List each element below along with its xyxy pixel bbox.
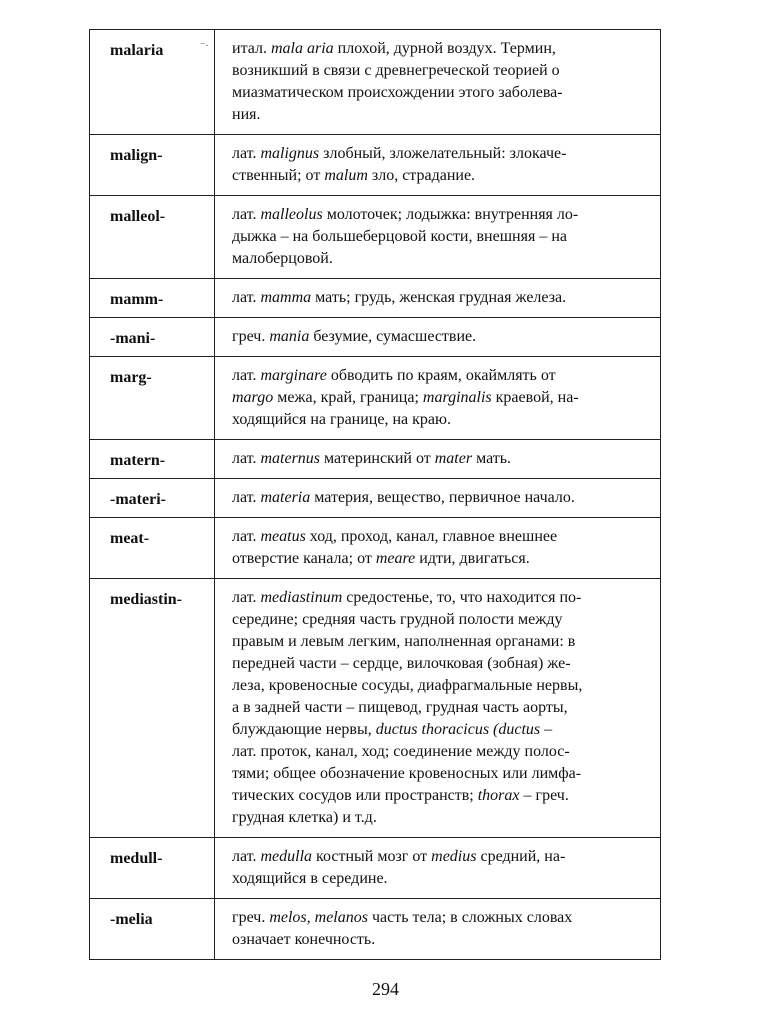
latin-term: meare — [375, 550, 416, 567]
definition-cell — [215, 30, 661, 135]
latin-term: marginalis — [422, 389, 492, 406]
term-cell — [90, 440, 215, 479]
definition-cell — [215, 899, 661, 960]
term-text: matern- — [110, 452, 166, 469]
definition-cell — [215, 518, 661, 579]
latin-term: malignus — [260, 145, 320, 162]
definition-text — [215, 318, 660, 356]
definition-cell — [215, 440, 661, 479]
latin-term: maternus — [260, 450, 321, 467]
definition-fragment: мать. — [472, 450, 512, 467]
definition-line — [232, 226, 648, 248]
definition-text — [215, 279, 660, 317]
definition-line — [232, 165, 648, 187]
definition-fragment: лат. — [232, 589, 261, 606]
latin-term: marginare — [260, 367, 327, 384]
definition-text — [215, 196, 660, 278]
definition-line — [232, 143, 648, 165]
glossary-row — [90, 838, 661, 899]
definition-cell — [215, 838, 661, 899]
term-cell — [90, 899, 215, 960]
latin-term: margo — [232, 389, 274, 406]
glossary-row — [90, 579, 661, 838]
definition-fragment: лат. — [232, 848, 261, 865]
definition-text — [215, 30, 660, 134]
latin-term: mater — [434, 450, 473, 467]
definition-line — [232, 204, 648, 226]
definition-fragment: правым и левым легким, наполненная органами: в — [232, 633, 576, 650]
definition-fragment: ственный; от — [232, 167, 325, 184]
definition-fragment: миазматическом происхождении этого заболева- — [232, 84, 563, 101]
term-text: malleol- — [110, 208, 166, 225]
definition-fragment: малоберцовой. — [232, 250, 333, 267]
term-cell — [90, 479, 215, 518]
definition-line — [232, 785, 648, 807]
definition-fragment: возникший в связи с древнегреческой теорией о — [232, 62, 560, 79]
definition-fragment: дыжка – на большеберцовой кости, внешняя – на — [232, 228, 567, 245]
definition-text — [215, 579, 660, 837]
definition-text — [215, 838, 660, 898]
definition-fragment: а в задней части – пищевод, грудная часть аорты, — [232, 699, 568, 716]
latin-term: meatus — [260, 528, 306, 545]
definition-line — [232, 409, 648, 431]
definition-fragment: лат. — [232, 206, 261, 223]
definition-line — [232, 675, 648, 697]
latin-term: mala aria — [270, 40, 334, 57]
definition-fragment: средостенье, то, что находится по- — [342, 589, 582, 606]
definition-fragment: греч. — [232, 909, 270, 926]
term-text: malaria — [110, 42, 164, 59]
definition-text — [215, 479, 660, 517]
definition-text — [215, 518, 660, 578]
latin-term: melos, melanos — [269, 909, 368, 926]
definition-line — [232, 587, 648, 609]
term-text: meat- — [110, 530, 150, 547]
definition-fragment: материнский от — [320, 450, 435, 467]
definition-fragment: лат. — [232, 528, 261, 545]
latin-term: medius — [431, 848, 477, 865]
latin-term: mania — [269, 328, 310, 345]
term-text: -melia — [110, 911, 153, 928]
glossary-row — [90, 479, 661, 518]
definition-fragment: злобный, зложелательный: злокаче- — [319, 145, 567, 162]
glossary-row — [90, 440, 661, 479]
definition-cell — [215, 479, 661, 518]
term-text: -mani- — [110, 330, 156, 347]
term-cell — [90, 579, 215, 838]
definition-fragment: середине; средняя часть грудной полости между — [232, 611, 563, 628]
definition-fragment: часть тела; в сложных словах — [367, 909, 573, 926]
definition-line — [232, 697, 648, 719]
definition-fragment: лат. — [232, 289, 261, 306]
definition-line — [232, 326, 648, 348]
definition-fragment: обводить по краям, окаймлять от — [326, 367, 556, 384]
definition-fragment: зло, страдание. — [367, 167, 476, 184]
definition-line — [232, 807, 648, 829]
definition-cell — [215, 579, 661, 838]
glossary-row — [90, 518, 661, 579]
definition-fragment: означает конечность. — [232, 931, 376, 948]
glossary-body — [90, 30, 661, 960]
definition-line — [232, 741, 648, 763]
definition-fragment: материя, вещество, первичное начало. — [310, 489, 575, 506]
definition-line — [232, 38, 648, 60]
definition-fragment: лат. — [232, 367, 261, 384]
latin-term: medulla — [260, 848, 313, 865]
term-cell — [90, 279, 215, 318]
page-number: 294 — [372, 979, 399, 999]
definition-fragment: – греч. — [519, 787, 569, 804]
latin-term: materia — [260, 489, 311, 506]
definition-fragment: молоточек; лодыжка: внутренняя ло- — [322, 206, 579, 223]
term-cell — [90, 135, 215, 196]
definition-fragment: блуждающие нервы, — [232, 721, 376, 738]
definition-fragment: ходящийся в середине. — [232, 870, 388, 887]
definition-fragment: краевой, на- — [491, 389, 579, 406]
term-text: malign- — [110, 147, 163, 164]
definition-fragment: ходящийся на границе, на краю. — [232, 411, 451, 428]
latin-term: malleolus — [260, 206, 323, 223]
definition-fragment: ход, проход, канал, главное внешнее — [305, 528, 558, 545]
definition-line — [232, 287, 648, 309]
definition-fragment: мать; грудь, женская грудная железа. — [311, 289, 567, 306]
definition-fragment: межа, край, граница; — [273, 389, 423, 406]
glossary-row — [90, 135, 661, 196]
definition-line — [232, 365, 648, 387]
definition-text — [215, 135, 660, 195]
definition-fragment: средний, на- — [476, 848, 566, 865]
glossary-table — [89, 29, 661, 960]
definition-fragment: итал. — [232, 40, 271, 57]
definition-line — [232, 868, 648, 890]
definition-line — [232, 487, 648, 509]
glossary-row — [90, 357, 661, 440]
definition-line — [232, 387, 648, 409]
latin-term: ductus thoracicus (ductus – — [375, 721, 553, 738]
definition-fragment: лат. — [232, 145, 261, 162]
latin-term: thorax — [477, 787, 520, 804]
definition-fragment: тических сосудов или пространств; — [232, 787, 478, 804]
definition-line — [232, 526, 648, 548]
definition-cell — [215, 318, 661, 357]
definition-fragment: ния. — [232, 106, 261, 123]
term-cell — [90, 196, 215, 279]
glossary-row — [90, 30, 661, 135]
definition-cell — [215, 135, 661, 196]
glossary-row — [90, 318, 661, 357]
definition-line — [232, 104, 648, 126]
definition-line — [232, 448, 648, 470]
definition-line — [232, 248, 648, 270]
term-cell — [90, 838, 215, 899]
definition-fragment: костный мозг от — [312, 848, 432, 865]
definition-line — [232, 719, 648, 741]
definition-fragment: тями; общее обозначение кровеносных или лимфа- — [232, 765, 582, 782]
term-text: mamm- — [110, 291, 164, 308]
term-text: mediastin- — [110, 591, 182, 608]
definition-line — [232, 846, 648, 868]
definition-line — [232, 60, 648, 82]
term-text: medull- — [110, 850, 163, 867]
glossary-row — [90, 279, 661, 318]
definition-fragment: плохой, дурной воздух. Термин, — [333, 40, 556, 57]
definition-fragment: идти, двигаться. — [415, 550, 530, 567]
term-cell — [90, 30, 215, 135]
latin-term: mamma — [260, 289, 312, 306]
term-cell — [90, 357, 215, 440]
term-text: -materi- — [110, 491, 166, 508]
definition-line — [232, 763, 648, 785]
definition-line — [232, 907, 648, 929]
definition-fragment: леза, кровеносные сосуды, диафрагмальные нервы, — [232, 677, 583, 694]
definition-fragment: лат. — [232, 450, 261, 467]
definition-fragment: лат. проток, канал, ход; соединение между полос- — [232, 743, 570, 760]
definition-line — [232, 609, 648, 631]
definition-fragment: лат. — [232, 489, 261, 506]
term-cell — [90, 518, 215, 579]
definition-cell — [215, 279, 661, 318]
definition-line — [232, 929, 648, 951]
definition-line — [232, 548, 648, 570]
definition-fragment: отверстие канала; от — [232, 550, 376, 567]
print-speck: ⁻· — [200, 41, 209, 52]
latin-term: malum — [324, 167, 368, 184]
definition-text — [215, 899, 660, 959]
latin-term: mediastinum — [260, 589, 343, 606]
glossary-row — [90, 899, 661, 960]
definition-fragment: передней части – сердце, вилочковая (зобная) же- — [232, 655, 571, 672]
definition-line — [232, 631, 648, 653]
definition-fragment: безумие, сумасшествие. — [309, 328, 477, 345]
definition-text — [215, 440, 660, 478]
term-cell — [90, 318, 215, 357]
definition-cell — [215, 196, 661, 279]
definition-fragment: грудная клетка) и т.д. — [232, 809, 377, 826]
definition-line — [232, 653, 648, 675]
definition-line — [232, 82, 648, 104]
glossary-row — [90, 196, 661, 279]
definition-fragment: греч. — [232, 328, 270, 345]
definition-text — [215, 357, 660, 439]
term-text: marg- — [110, 369, 152, 386]
definition-cell — [215, 357, 661, 440]
